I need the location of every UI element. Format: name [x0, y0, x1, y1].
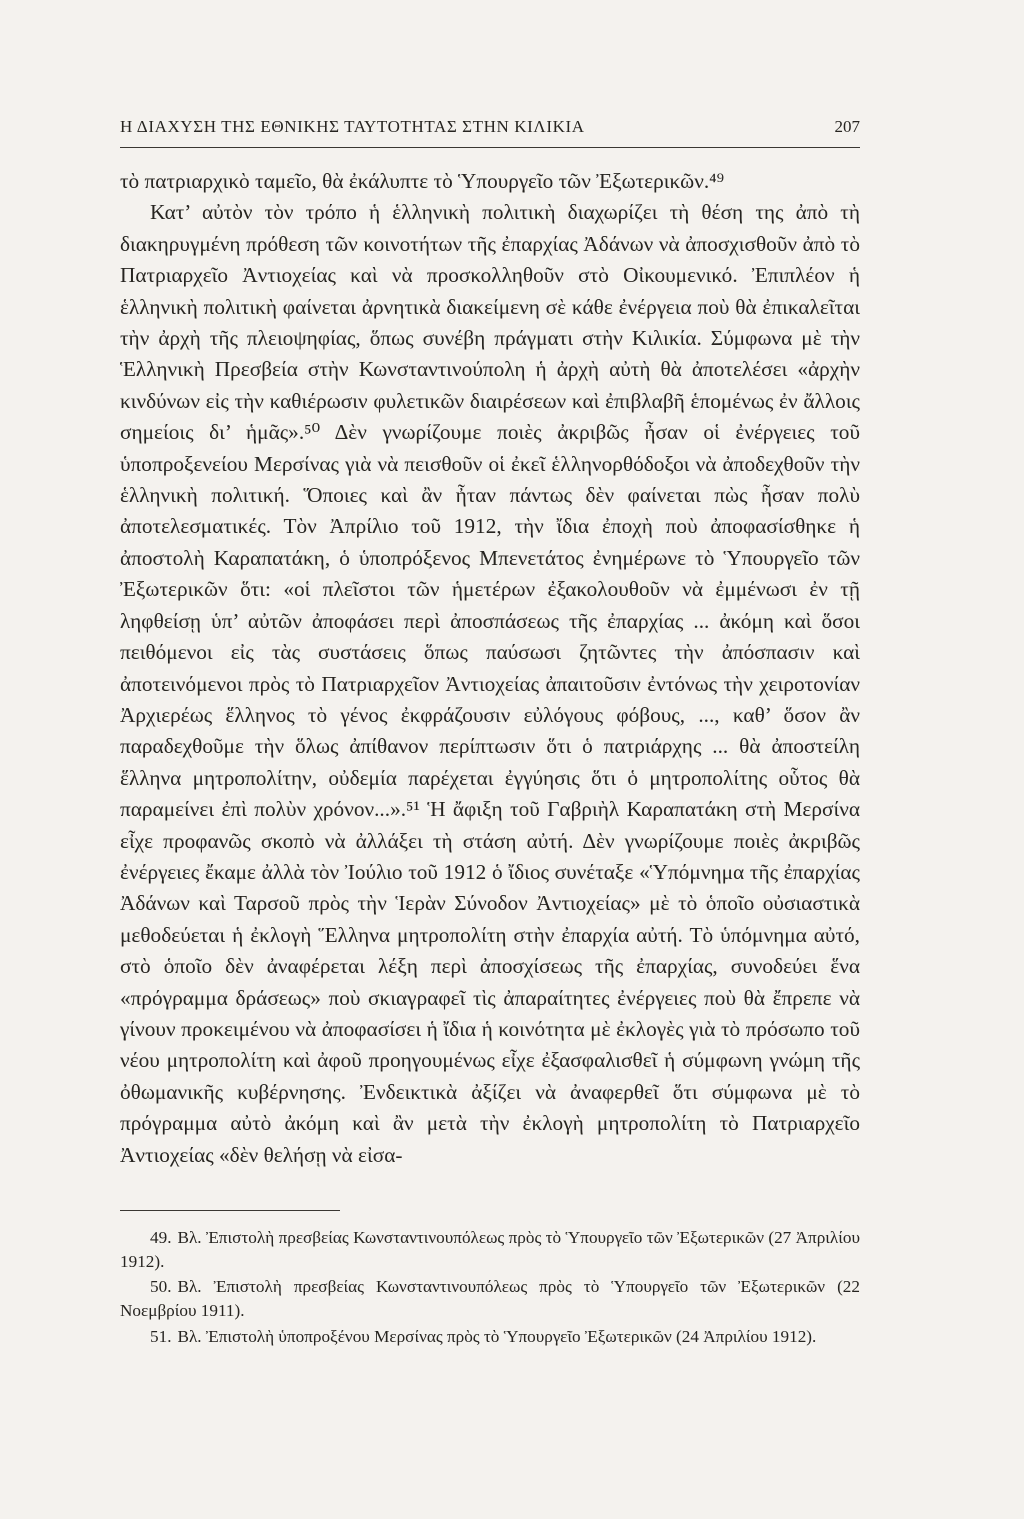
footnote-number: 49.	[150, 1228, 172, 1247]
footnote-text: Βλ. Ἐπιστολὴ πρεσβείας Κωνσταντινουπόλεως πρὸς τὸ Ὑπουργεῖο τῶν Ἐξωτερικῶν (22 Νοεμβρίου 1911).	[120, 1277, 860, 1321]
footnote-51	[120, 1325, 860, 1349]
footnote-49	[120, 1226, 860, 1273]
footnotes	[120, 1226, 860, 1351]
running-title: Η ΔΙΑΧΥΣΗ ΤΗΣ ΕΘΝΙΚΗΣ ΤΑΥΤΟΤΗΤΑΣ ΣΤΗΝ ΚΙΛΙΚΙΑ	[120, 117, 585, 136]
footnote-separator	[120, 1210, 340, 1211]
footnote-number: 50.	[150, 1277, 172, 1297]
page-number: 207	[834, 117, 860, 136]
paragraph-continuation: τὸ πατριαρχικὸ ταμεῖο, θὰ ἐκάλυπτε τὸ Ὑπουργεῖο τῶν Ἐξωτερικῶν.⁴⁹	[120, 169, 725, 193]
paragraph: Κατ’ αὐτὸν τὸν τρόπο ἡ ἑλληνικὴ πολιτικὴ διαχωρίζει τὴ θέση της ἀπὸ τὴ διακηρυγμένη πρόθεση τῶν κοινοτήτων τῆς ἐπαρχίας Ἀδάνων νὰ ἀποσχισθοῦν ἀπὸ τὸ Πατριαρχεῖο Ἀντιοχείας καὶ νὰ προσκολληθοῦν στὸ Οἰκουμενικό. Ἐπιπλέον ἡ ἑλληνικὴ πολιτικὴ φαίνεται ἀρνητικὰ διακείμενη σὲ κάθε ἐνέργεια ποὺ θὰ ἐπικαλεῖται τὴν ἀρχὴ τῆς πλειοψηφίας, ὅπως συνέβη πράγματι στὴν Κιλικία. Σύμφωνα μὲ τὴν Ἑλληνικὴ Πρεσβεία στὴν Κωνσταντινούπολη ἡ ἀρχὴ αὐτὴ θὰ ἀποτελέσει «ἀρχὴν κινδύνων εἰς τὴν καθιέρωσιν φυλετικῶν διαιρέσεων καὶ ἐπιβλαβῆ ἑπομένως ἐν ἄλλοις σημείοις δι’ ἡμᾶς».⁵⁰ Δὲν γνωρίζουμε ποιὲς ἀκριβῶς ἦσαν οἱ ἐνέργειες τοῦ ὑποπροξενείου Μερσίνας γιὰ νὰ πεισθοῦν οἱ ἐκεῖ ἑλληνορθόδοξοι νὰ ἀποδεχθοῦν τὴν ἑλληνικὴ πολιτική. Ὅποιες καὶ ἂν ἦταν πάντως δὲν φαίνεται πὼς ἦσαν πολὺ ἀποτελεσματικές. Τὸν Ἀπρίλιο τοῦ 1912, τὴν ἴδια ἐποχὴ ποὺ ἀποφασίσθηκε ἡ ἀποστολὴ Καραπατάκη, ὁ ὑποπρόξενος Μπενετάτος ἐνημέρωνε τὸ Ὑπουργεῖο τῶν Ἐξωτερικῶν ὅτι: «οἱ πλεῖστοι τῶν ἡμετέρων ἐξακολουθοῦν νὰ ἐμμένωσι ἐν τῇ ληφθείσῃ ὑπ’ αὐτῶν ἀποφάσει περὶ ἀποσπάσεως τῆς ἐπαρχίας ... ἀκόμη καὶ ὅσοι πειθόμενοι εἰς τὰς συστάσεις ὅπως παύσωσι ζητῶντες τὴν ἀπόσπασιν καὶ ἀποτεινόμενοι πρὸς τὸ Πατριαρχεῖον Ἀντιοχείας ἀπαιτοῦσιν ἐντόνως τὴν χειροτονίαν Ἀρχιερέως ἕλληνος τὸ γένος ἐκφράζουσιν εὐλόγους φόβους, ..., καθ’ ὅσον ἂν παραδεχθοῦμε τὴν ὅλως ἀπίθανον περίπτωσιν ὅτι ὁ πατριάρχης ... θὰ ἀποστείλη ἕλληνα μητροπολίτην, οὐδεμία παρέχεται ἐγγύησις ὅτι ὁ μητροπολίτης οὗτος θὰ παραμείνει ἐπὶ πολὺν χρόνον...».⁵¹ Ἡ ἄφιξη τοῦ Γαβριὴλ Καραπατάκη στὴ Μερσίνα εἶχε προφανῶς σκοπὸ νὰ ἀλλάξει τὴ στάση αὐτή. Δὲν γνωρίζουμε ποιὲς ἀκριβῶς ἐνέργειες ἔκαμε ἀλλὰ τὸν Ἰούλιο τοῦ 1912 ὁ ἴδιος συνέταξε «Ὑπόμνημα τῆς ἐπαρχίας Ἀδάνων καὶ Ταρσοῦ πρὸς τὴν Ἱερὰν Σύνοδον Ἀντιοχείας» μὲ τὸ ὁποῖο οὐσιαστικὰ μεθοδεύεται ἡ ἐκλογὴ Ἕλληνα μητροπολίτη στὴν ἐπαρχία αὐτή. Τὸ ὑπόμνημα αὐτό, στὸ ὁποῖο δὲν ἀναφέρεται λέξη περὶ ἀποσχίσεως τῆς ἐπαρχίας, συνοδεύει ἕνα «πρόγραμμα δράσεως» ποὺ σκιαγραφεῖ τὶς ἀπαραίτητες ἐνέργειες ποὺ θὰ ἔπρεπε νὰ γίνουν προκειμένου νὰ ἀποφασίσει ἡ ἴδια ἡ κοινότητα μὲ ἐκλογὲς γιὰ τὸ πρόσωπο τοῦ νέου μητροπολίτη καὶ ἀφοῦ προηγουμένως εἶχε ἐξασφαλισθεῖ ἡ σύμφωνη γνώμη τῆς ὀθωμανικῆς κυβέρνησης. Ἐνδεικτικὰ ἀξίζει νὰ ἀναφερθεῖ ὅτι σύμφωνα μὲ τὸ πρόγραμμα αὐτὸ ἀκόμη καὶ ἂν μετὰ τὴν ἐκλογὴ μητροπολίτη τὸ Πατριαρχεῖο Ἀντιοχείας «δὲν θελήσῃ νὰ εἰσα-	[120, 200, 860, 1167]
footnote-text: Βλ. Ἐπιστολὴ ὑποπροξένου Μερσίνας πρὸς τὸ Ὑπουργεῖο Ἐξωτερικῶν (24 Ἀπριλίου 1912).	[177, 1326, 817, 1346]
running-head	[120, 117, 860, 148]
footnote-text: Βλ. Ἐπιστολὴ πρεσβείας Κωνσταντινουπόλεως πρὸς τὸ Ὑπουργεῖο τῶν Ἐξωτερικῶν (27 Ἀπριλίου 1912).	[120, 1228, 860, 1271]
body-text	[120, 166, 860, 1171]
footnote-50	[120, 1275, 860, 1322]
footnote-number: 51.	[150, 1326, 172, 1346]
